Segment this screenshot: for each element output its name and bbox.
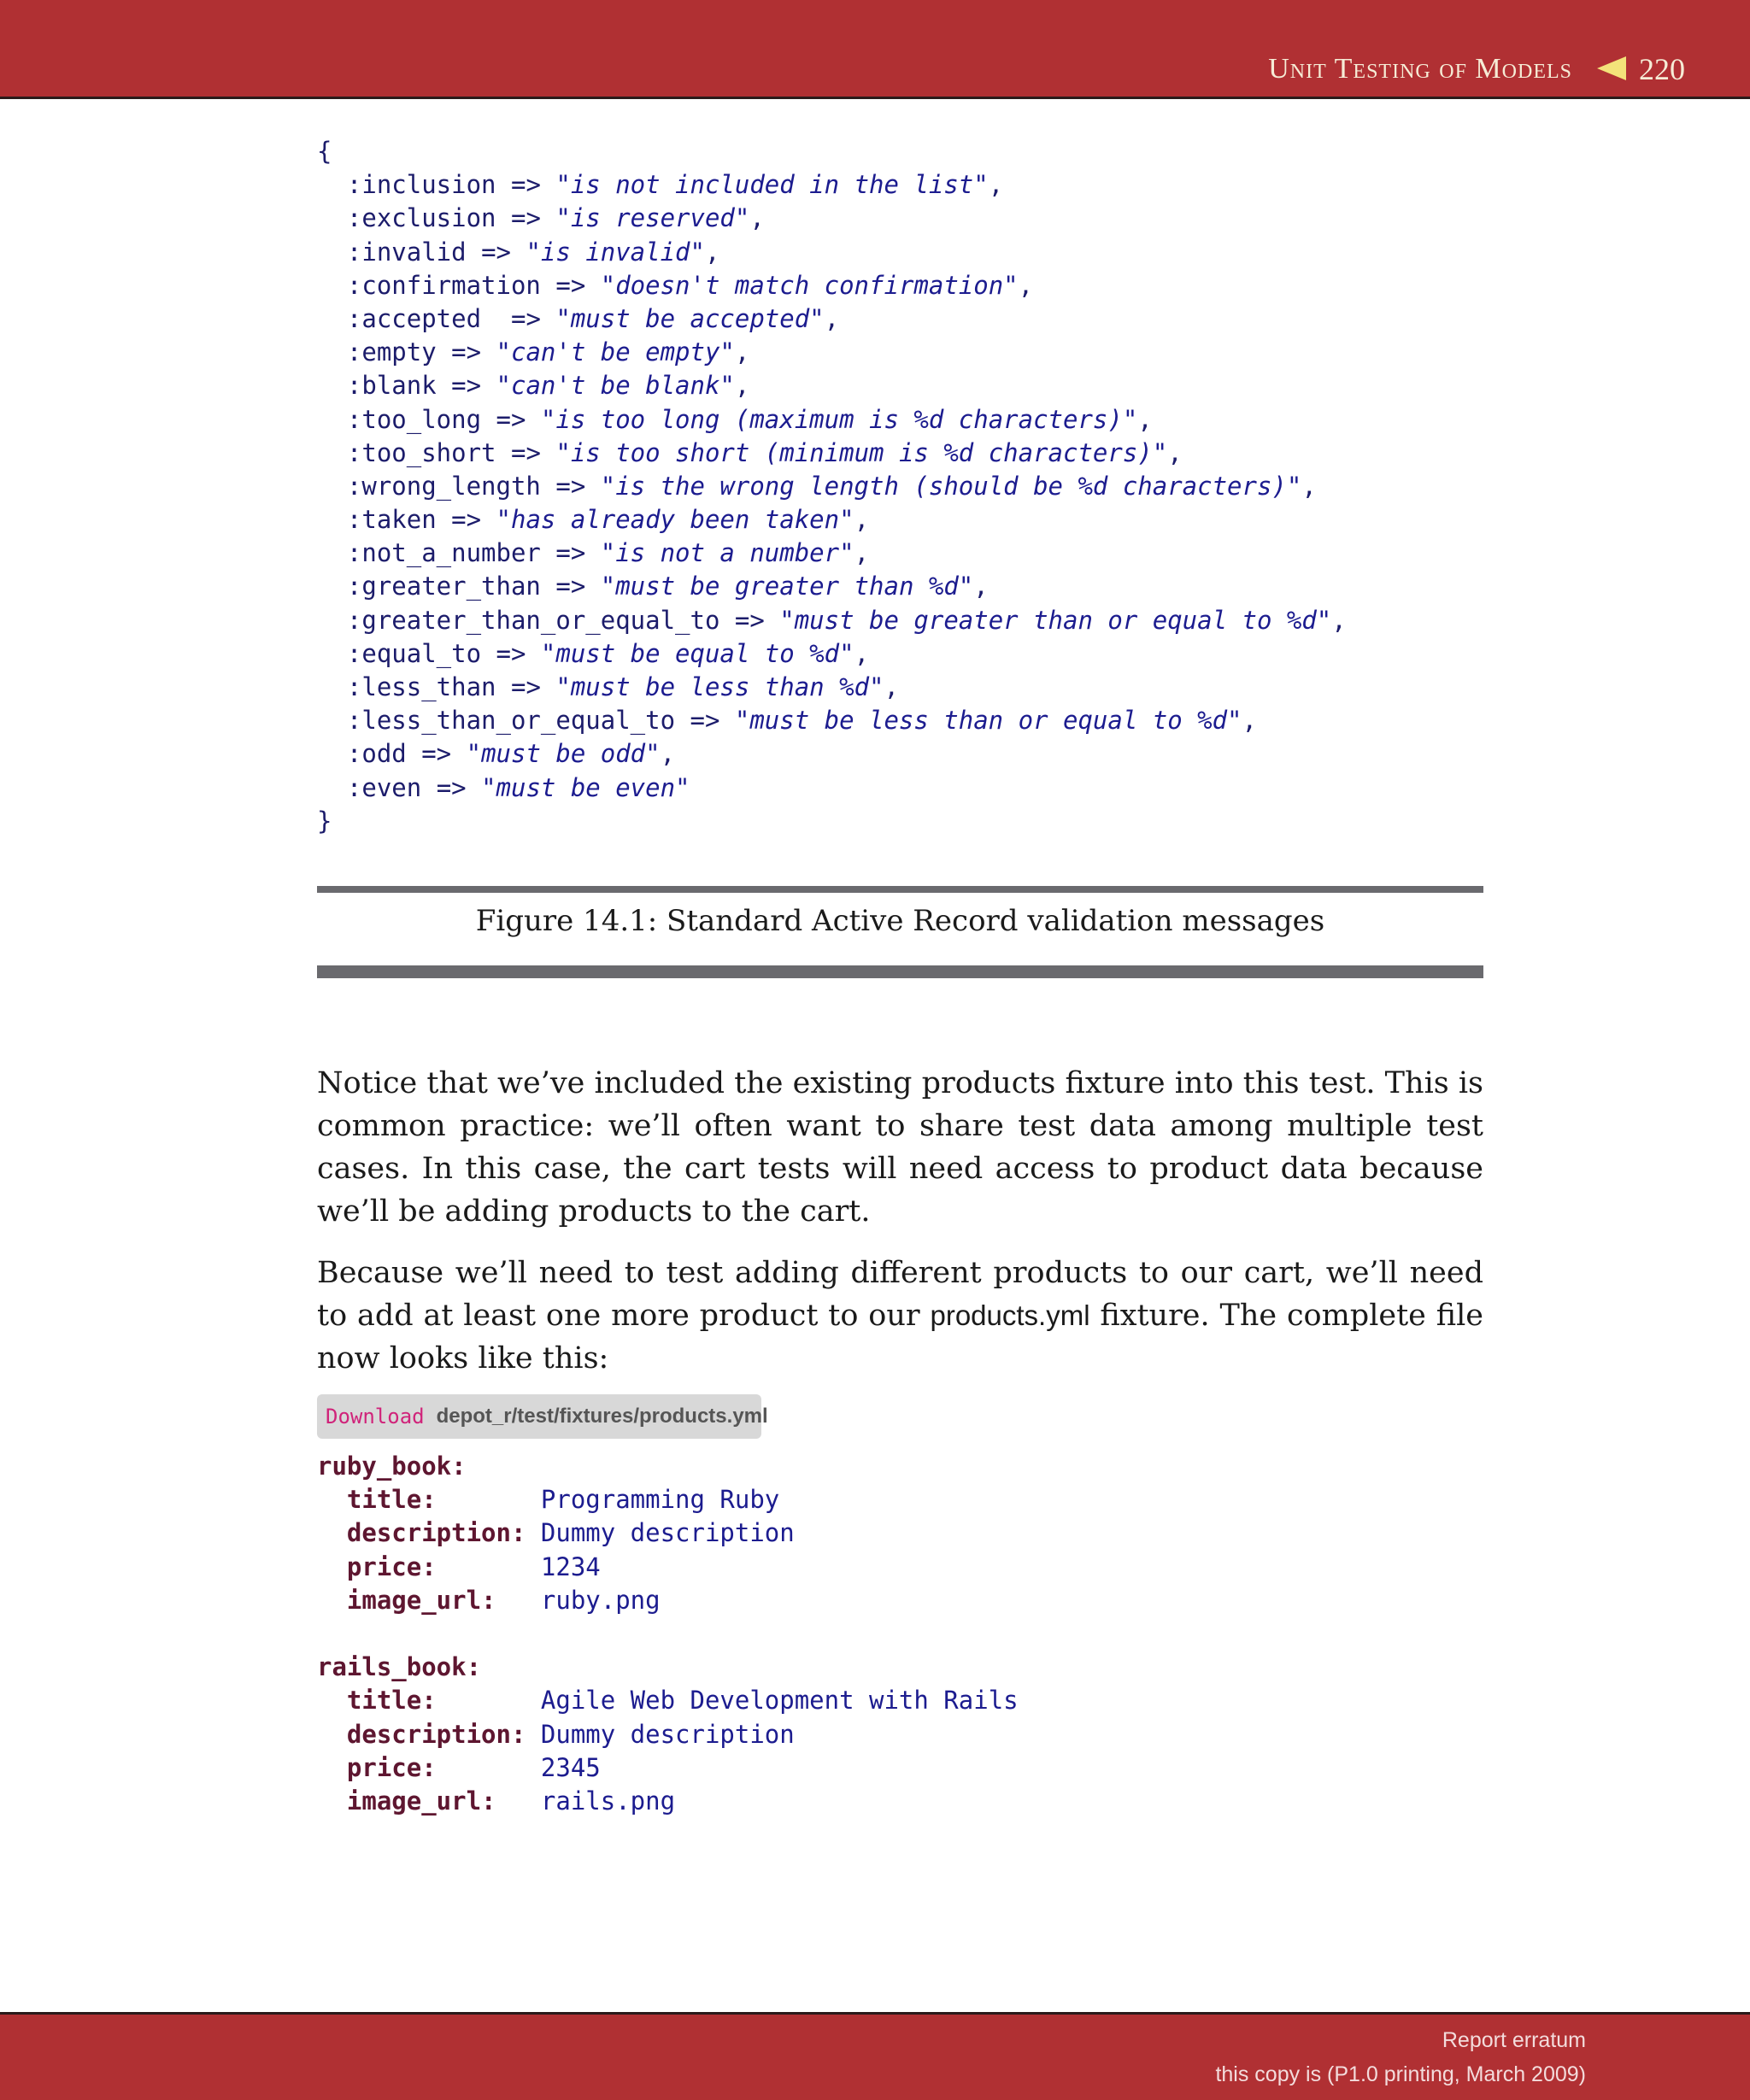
fixture-field-line: [317, 1516, 1019, 1550]
code-message: "is not a number": [600, 538, 854, 568]
code-message: "can't be blank": [496, 371, 735, 401]
fixture-field-key: title:: [346, 1686, 437, 1716]
code-arrow: =>: [540, 538, 601, 568]
fixture-field-key: image_url:: [346, 1786, 496, 1816]
fixture-field-key: price:: [346, 1552, 437, 1581]
fixture-field-key: price:: [346, 1752, 437, 1782]
fixture-field-value: Dummy description: [540, 1719, 795, 1749]
code-key: :too_long: [346, 404, 482, 434]
fixture-field-value: Agile Web Development with Rails: [540, 1686, 1019, 1716]
validation-messages-code: [317, 135, 1347, 838]
code-arrow: =>: [496, 672, 556, 701]
code-line: [317, 269, 1347, 302]
code-key: :equal_to: [346, 638, 482, 668]
code-trail: ,: [884, 672, 899, 701]
paragraph-fixtures-notice: Notice that we’ve included the existing products fixture into this test. This is common practice: we’ll often want to share test data among multiple test cases. In this case, the cart tests will need access to product data because we’ll be adding products to the cart.: [317, 1066, 1483, 1229]
code-message: "must be greater than %d": [600, 572, 974, 601]
figure-rule-bottom: [317, 965, 1483, 978]
code-key: :taken: [346, 505, 437, 535]
fixture-field-pad: [437, 1686, 541, 1715]
fixture-field-pad: [526, 1720, 540, 1749]
code-line: [317, 737, 1347, 771]
paragraph-text: Because we’ll need to test adding different products to our cart, we’ll need to add at least one more product to our: [317, 1256, 1483, 1333]
fixture-field-pad: [437, 1485, 541, 1514]
fixture-name: rails_book:: [317, 1652, 482, 1682]
fixture-field-value: 1234: [540, 1552, 601, 1581]
code-arrow: =>: [481, 404, 541, 434]
code-blank-line: [317, 1617, 1019, 1651]
code-arrow: =>: [436, 505, 496, 535]
fixture-field-value: Dummy description: [540, 1518, 795, 1548]
code-line: [317, 336, 1347, 369]
code-arrow: =>: [436, 337, 496, 367]
fixture-field-key: description:: [346, 1719, 526, 1749]
code-line: [317, 704, 1347, 737]
code-trail: ,: [824, 303, 840, 333]
products-fixture-code: [317, 1450, 1019, 1818]
code-key: :odd: [346, 739, 407, 769]
code-key: :inclusion: [346, 170, 496, 200]
code-key: :wrong_length: [346, 471, 541, 501]
code-message: "doesn't match confirmation": [600, 270, 1019, 300]
inline-filename: products.yml: [930, 1299, 1090, 1331]
paragraph-text: fixture. The complete file now looks like this:: [317, 1299, 1483, 1376]
code-message: "must be odd": [466, 739, 661, 769]
code-message: "must be equal to %d": [540, 638, 854, 668]
figure-rule-top: [317, 886, 1483, 893]
code-arrow: =>: [540, 471, 601, 501]
fixture-field-value: 2345: [540, 1752, 601, 1782]
fixture-field-key: description:: [346, 1518, 526, 1548]
code-message: "is reserved": [555, 203, 750, 233]
code-message: "is not included in the list": [555, 170, 989, 200]
code-close-brace: }: [317, 806, 332, 836]
code-open-brace: {: [317, 137, 332, 166]
fixture-field-line: [317, 1785, 1019, 1818]
code-key: :accepted: [346, 303, 482, 333]
paragraph-add-product: [317, 1252, 1483, 1380]
code-message: "must be less than %d": [555, 672, 884, 701]
code-key: :even: [346, 772, 422, 802]
code-trail: ,: [854, 538, 870, 568]
code-trail: ,: [1167, 437, 1183, 467]
fixture-field-line: [317, 1718, 1019, 1751]
page-number: 220: [1639, 52, 1685, 86]
code-arrow: =>: [719, 605, 780, 635]
code-arrow: =>: [675, 706, 735, 736]
page-footer-bar: [0, 2012, 1750, 2100]
fixture-field-key: image_url:: [346, 1585, 496, 1615]
download-path[interactable]: depot_r/test/fixtures/products.yml: [436, 1405, 768, 1428]
page-header-bar: [0, 0, 1750, 99]
code-key: :too_short: [346, 437, 496, 467]
fixture-field-pad: [496, 1586, 541, 1615]
fixture-field-pad: [437, 1753, 541, 1782]
code-arrow: =>: [540, 572, 601, 601]
code-trail: ,: [1331, 605, 1347, 635]
code-trail: ,: [704, 237, 720, 267]
fixture-field-value: Programming Ruby: [540, 1485, 780, 1515]
code-arrow: =>: [436, 371, 496, 401]
code-message: "must be greater than or equal to %d": [779, 605, 1332, 635]
download-link[interactable]: Download: [326, 1405, 425, 1428]
figure-caption: Figure 14.1: Standard Active Record validation messages: [475, 904, 1325, 938]
fixture-field-pad: [526, 1518, 540, 1547]
code-line: [317, 503, 1347, 537]
code-trail: ,: [734, 371, 750, 401]
code-arrow: =>: [481, 303, 556, 333]
fixture-field-line: [317, 1584, 1019, 1617]
fixture-field-pad: [496, 1786, 541, 1816]
code-message: "is too short (minimum is %d characters)": [555, 437, 1168, 467]
fixture-line: [317, 1651, 1019, 1684]
code-line: [317, 437, 1347, 470]
code-line: [317, 369, 1347, 402]
code-trail: ,: [1242, 706, 1257, 736]
previous-page-arrow-icon[interactable]: [1597, 56, 1626, 80]
fixture-line: [317, 1450, 1019, 1483]
code-arrow: =>: [421, 772, 482, 802]
code-arrow: =>: [466, 237, 526, 267]
fixture-field-line: [317, 1684, 1019, 1717]
code-arrow: =>: [540, 270, 601, 300]
code-trail: ,: [854, 505, 870, 535]
code-line: [317, 202, 1347, 235]
code-trail: ,: [1018, 270, 1034, 300]
code-key: :less_than: [346, 672, 496, 701]
code-trail: ,: [1301, 471, 1317, 501]
code-message: "is too long (maximum is %d characters)": [540, 404, 1138, 434]
code-key: :greater_than_or_equal_to: [346, 605, 720, 635]
code-line: [317, 403, 1347, 437]
code-line: [317, 470, 1347, 503]
code-trail: ,: [854, 638, 870, 668]
code-line: [317, 168, 1347, 202]
fixture-field-value: ruby.png: [540, 1585, 661, 1615]
code-message: "must be even": [481, 772, 690, 802]
code-trail: ,: [660, 739, 676, 769]
fixture-field-value: rails.png: [540, 1786, 676, 1816]
code-line: [317, 570, 1347, 603]
fixture-field-line: [317, 1483, 1019, 1516]
code-key: :invalid: [346, 237, 467, 267]
code-line: [317, 671, 1347, 704]
code-trail: ,: [734, 337, 750, 367]
code-key: :confirmation: [346, 270, 541, 300]
code-arrow: =>: [496, 170, 556, 200]
fixture-field-line: [317, 1551, 1019, 1584]
code-key: :less_than_or_equal_to: [346, 706, 676, 736]
code-key: :greater_than: [346, 572, 541, 601]
code-line: [317, 302, 1347, 336]
code-key: :blank: [346, 371, 437, 401]
code-line: [317, 637, 1347, 671]
code-key: :not_a_number: [346, 538, 541, 568]
code-arrow: =>: [406, 739, 467, 769]
code-trail: ,: [749, 203, 765, 233]
download-box: [317, 1394, 768, 1439]
chapter-title: Unit Testing of Models: [1268, 53, 1572, 85]
code-arrow: =>: [496, 203, 556, 233]
code-message: "must be less than or equal to %d": [734, 706, 1242, 736]
code-message: "has already been taken": [496, 505, 854, 535]
code-arrow: =>: [496, 437, 556, 467]
code-trail: ,: [988, 170, 1004, 200]
code-message: "is the wrong length (should be %d characters)": [600, 471, 1302, 501]
fixture-field-line: [317, 1751, 1019, 1785]
copy-info: this copy is (P1.0 printing, March 2009): [1215, 2062, 1586, 2086]
report-erratum-link[interactable]: Report erratum: [1442, 2028, 1586, 2052]
fixture-field-key: title:: [346, 1485, 437, 1515]
code-trail: ,: [973, 572, 989, 601]
code-arrow: =>: [481, 638, 541, 668]
code-line: [317, 236, 1347, 269]
code-message: "can't be empty": [496, 337, 735, 367]
code-message: "is invalid": [526, 237, 705, 267]
fixture-name: ruby_book:: [317, 1452, 467, 1481]
code-line: [317, 771, 1347, 805]
fixture-field-pad: [437, 1552, 541, 1581]
code-line: [317, 537, 1347, 570]
code-trail: ,: [1137, 404, 1153, 434]
code-message: "must be accepted": [555, 303, 825, 333]
code-key: :exclusion: [346, 203, 496, 233]
code-line: [317, 604, 1347, 637]
code-key: :empty: [346, 337, 437, 367]
